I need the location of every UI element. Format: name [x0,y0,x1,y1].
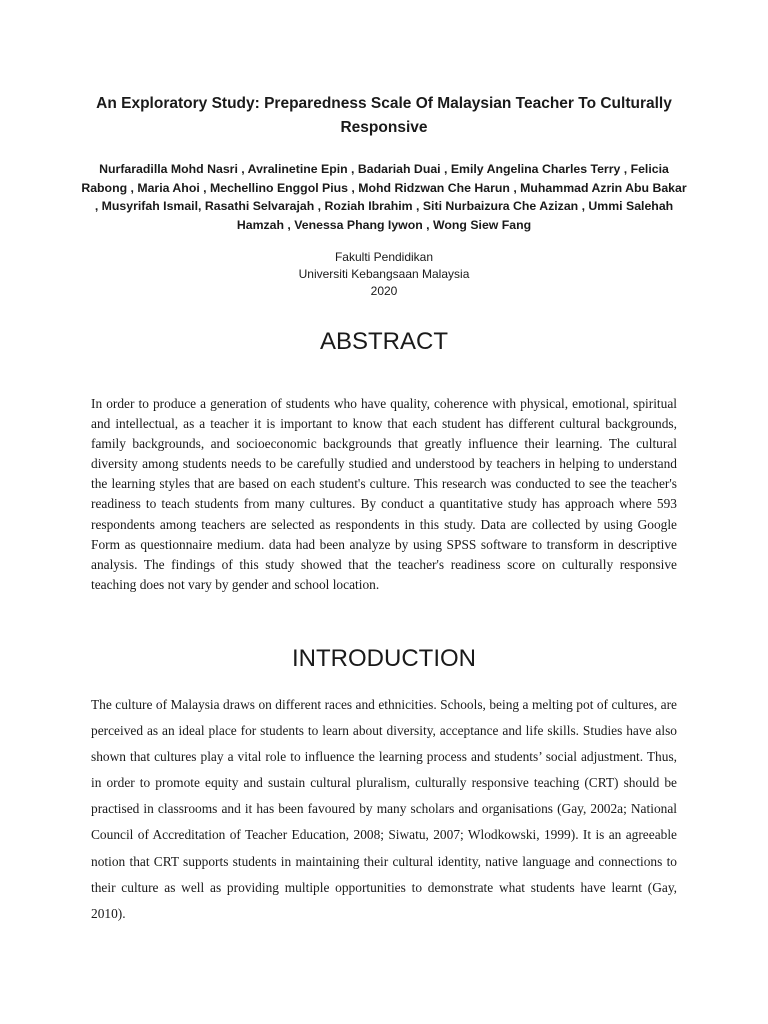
introduction-heading: INTRODUCTION [292,645,476,672]
affiliation-block [184,249,584,300]
affiliation-year: 2020 [370,284,398,298]
author-list: Nurfaradilla Mohd Nasri , Avralinetine Epin , Badariah Duai , Emily Angelina Charles Terry , Felicia Rabong , Maria Ahoi , Mechellino Enggol Pius , Mohd Ridzwan Che Harun , Muhammad Azrin Abu Bakar , Musyrifah Ismail, Rasathi Selvarajah , Roziah Ibrahim , Siti Nurbaizura Che Azizan , Ummi Salehah Hamzah , Venessa Phang Iywon , Wong Siew Fang [81,162,687,232]
abstract-heading: ABSTRACT [319,328,448,355]
abstract-paragraph: In order to produce a generation of students who have quality, coherence with physical, emotional, spiritual and intellectual, as a teacher it is important to know that each student has different cultural backgrounds, family backgrounds, and socioeconomic backgrounds that greatly influence their learning. The cultural diversity among students needs to be carefully studied and understood by teachers in helping to understand the learning styles that are based on each student's culture. This research was conducted to see the teacher's readiness to teach students from many cultures. By conduct a quantitative study has approach where 593 respondents among teachers are selected as respondents in this study. Data are collected by using Google Form as questionnaire medium. data had been analyze by using SPSS software to transform in descriptive analysis. The findings of this study showed that the teacher's readiness score on culturally responsive teaching does not vary by gender and school location. [91,396,677,592]
paper-title: An Exploratory Study: Preparedness Scale Of Malaysian Teacher To Culturally Responsive [96,95,672,136]
affiliation-faculty: Fakulti Pendidikan [334,250,434,264]
affiliation-university: Universiti Kebangsaan Malaysia [298,267,470,281]
introduction-paragraph: The culture of Malaysia draws on different races and ethnicities. Schools, being a melting pot of cultures, are perceived as an ideal place for students to learn about diversity, acceptance and life skills. Studies have also shown that cultures play a vital role to influence the learning process and students’ social adjustment. Thus, in order to promote equity and sustain cultural pluralism, culturally responsive teaching (CRT) should be practised in classrooms and it has been favoured by many scholars and organisations (Gay, 2002a; National Council of Accreditation of Teacher Education, 2008; Siwatu, 2007; Wlodkowski, 1999). It is an agreeable notion that CRT supports students in maintaining their cultural identity, native language and connections to their culture as well as providing multiple opportunities to demonstrate what students have learnt (Gay, 2010). [91,697,677,921]
